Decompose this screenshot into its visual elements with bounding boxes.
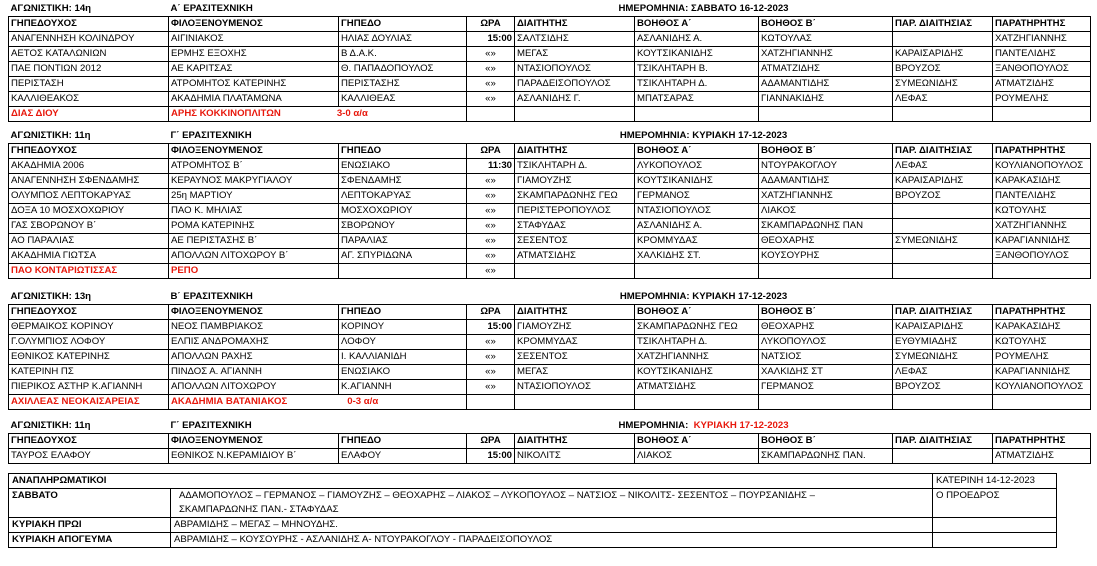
cell: «» [467,174,515,189]
league-label: Γ΄ ΕΡΑΣΙΤΕΧΝΙΚΗ [170,129,252,141]
cell [893,219,993,234]
col-home: ΓΗΠΕΔΟΥΧΟΣ [9,17,169,32]
cell: Β Δ.Α.Κ. [339,47,467,62]
date-label: ΗΜΕΡΟΜΗΝΙΑ: ΣΑΒΒΑΤΟ 16-12-2023 [618,2,789,14]
cell: ΓΙΑΝΝΑΚΙΔΗΣ [759,92,893,107]
cell: ΑΚΑΔΗΜΙΑ ΠΛΑΤΑΜΩΝΑ [169,92,339,107]
cell: ΠΕΡΙΣΤΕΡΟΠΟΥΛΟΣ [515,204,635,219]
note-home: ΑΧΙΛΛΕΑΣ ΝΕΟΚΑΙΣΑΡΕΙΑΣ [9,395,169,410]
cell: ΚΟΥΛΙΑΝΟΠΟΥΛΟΣ [993,380,1091,395]
cell: ΚΑΡΑΚΑΣΙΔΗΣ [993,174,1091,189]
col-referee: ΔΙΑΙΤΗΤΗΣ [515,17,635,32]
col-time: ΩΡΑ [467,17,515,32]
col-stadium: ΓΗΠΕΔΟ [339,434,467,449]
cell: ΧΑΛΚΙΔΗΣ ΣΤ [759,365,893,380]
cell: ΣΚΑΜΠΑΡΔΩΝΗΣ ΠΑΝ. [759,449,893,464]
col-assistant-a: ΒΟΗΘΟΣ Α΄ [635,144,759,159]
cell: ΧΑΤΖΗΓΙΑΝΝΗΣ [759,189,893,204]
cell: ΝΙΚΟΛΙΤΣ [515,449,635,464]
schedule-table [8,418,1091,464]
cell: «» [467,234,515,249]
cell: ΚΟΡΙΝΟΥ [339,320,467,335]
cell: ΜΠΑΤΣΑΡΑΣ [635,92,759,107]
table-row [9,174,1091,189]
cell: ΣΚΑΜΠΑΡΔΩΝΗΣ ΓΕΩ [635,320,759,335]
cell: ΓΕΡΜΑΝΟΣ [635,189,759,204]
cell: ΠΑΟ Κ. ΜΗΛΙΑΣ [169,204,339,219]
cell: 11:30 [467,159,515,174]
cell: ΛΥΚΟΠΟΥΛΟΣ [635,159,759,174]
cell: ΚΑΤΕΡΙΝΗ ΠΣ [9,365,169,380]
cell: ΡΟΥΜΕΛΗΣ [993,92,1091,107]
cell: ΑΣΛΑΝΙΔΗΣ Α. [635,219,759,234]
sub-line: ΑΔΑΜΟΠΟΥΛΟΣ – ΓΕΡΜΑΝΟΣ – ΓΙΑΜΟΥΖΗΣ – ΘΕΟΧΑΡΗΣ – ΛΙΑΚΟΣ – ΛΥΚΟΠΟΥΛΟΣ – ΝΑΤΣΙΟΣ – ΝΙΚΟΛΙΤΣ- ΣΕΣΕΝΤΟΣ – ΠΟΥΡΣΑΝΙΔΗΣ – [179,490,815,501]
cell: ΣΑΛΤΣΙΔΗΣ [515,32,635,47]
note-away: ΡΕΠΟ [169,264,339,279]
section-g-erasitexniki [8,128,1091,279]
cell: ΗΛΙΑΣ ΔΟΥΛΙΑΣ [339,32,467,47]
cell: ΑΔΑΜΑΝΤΙΔΗΣ [759,174,893,189]
cell: ΕΡΜΗΣ ΕΞΟΧΗΣ [169,47,339,62]
sub-line: ΣΚΑΜΠΑΡΔΩΝΗΣ ΠΑΝ.- ΣΤΑΦΥΔΑΣ [179,504,339,515]
section-title-row [9,1,1091,17]
cell: «» [467,365,515,380]
cell: ΕΛΠΙΣ ΑΝΔΡΟΜΑΧΗΣ [169,335,339,350]
cell: ΣΥΜΕΩΝΙΔΗΣ [893,77,993,92]
col-away: ΦΙΛΟΞΕΝΟΥΜΕΝΟΣ [169,17,339,32]
cell: 25η ΜΑΡΤΙΟΥ [169,189,339,204]
col-assistant-b: ΒΟΗΘΟΣ Β΄ [759,17,893,32]
cell [893,204,993,219]
sub-label-saturday: ΣΑΒΒΑΤΟ [9,489,171,518]
col-observer: ΠΑΡΑΤΗΡΗΤΗΣ [993,17,1091,32]
col-assistant-b: ΒΟΗΘΟΣ Β΄ [759,434,893,449]
cell: «» [467,350,515,365]
cell: ΤΑΥΡΟΣ ΕΛΑΦΟΥ [9,449,169,464]
cell: ΣΦΕΝΔΑΜΗΣ [339,174,467,189]
cell: «» [467,204,515,219]
cell: ΣΚΑΜΠΑΡΔΩΝΗΣ ΠΑΝ [759,219,893,234]
cell: ΑΠΟΛΛΩΝ ΛΙΤΟΧΩΡΟΥ Β΄ [169,249,339,264]
sub-label-sunday-afternoon: ΚΥΡΙΑΚΗ ΑΠΟΓΕΥΜΑ [9,533,171,548]
cell: ΒΡΟΥΖΟΣ [893,380,993,395]
table-row [9,204,1091,219]
cell: ΓΕΡΜΑΝΟΣ [759,380,893,395]
cell: ΞΑΝΘΟΠΟΥΛΟΣ [993,249,1091,264]
cell: «» [467,47,515,62]
cell: «» [467,380,515,395]
header-row [9,144,1091,159]
col-observer-ref: ΠΑΡ. ΔΙΑΙΤΗΣΙΑΣ [893,305,993,320]
col-referee: ΔΙΑΙΤΗΤΗΣ [515,144,635,159]
note-home: ΔΙΑΣ ΔΙΟΥ [9,107,169,122]
date-prefix: ΗΜΕΡΟΜΗΝΙΑ: [618,419,689,431]
cell: ΠΙΕΡΙΚΟΣ ΑΣΤΗΡ Κ.ΑΓΙΑΝΝΗ [9,380,169,395]
league-label: Γ΄ ΕΡΑΣΙΤΕΧΝΙΚΗ [170,419,252,431]
cell: ΚΑΛΛΙΘΕΑΣ [339,92,467,107]
section-b-erasitexniki [8,289,1091,410]
table-row [9,92,1091,107]
cell: ΚΟΥΤΣΙΚΑΝΙΔΗΣ [635,365,759,380]
cell: ΑΚΑΔΗΜΙΑ ΓΙΩΤΣΑ [9,249,169,264]
cell: ΞΑΝΘΟΠΟΥΛΟΣ [993,62,1091,77]
note-away-result [169,107,467,122]
col-observer: ΠΑΡΑΤΗΡΗΤΗΣ [993,144,1091,159]
cell: ΚΑΡΑΙΣΑΡΙΔΗΣ [893,47,993,62]
col-observer: ΠΑΡΑΤΗΡΗΤΗΣ [993,305,1091,320]
round-label: ΑΓΩΝΙΣΤΙΚΗ: 13η [10,290,92,302]
section-g-erasitexniki-2 [8,418,1091,464]
cell: ΑΕ ΠΕΡΙΣΤΑΣΗΣ Β΄ [169,234,339,249]
cell: Γ.ΟΛΥΜΠΙΟΣ ΛΟΦΟΥ [9,335,169,350]
table-row [9,380,1091,395]
cell: ΝΤΑΣΙΟΠΟΥΛΟΣ [515,380,635,395]
cell: ΓΙΑΜΟΥΖΗΣ [515,320,635,335]
cell: ΡΟΜΑ ΚΑΤΕΡΙΝΗΣ [169,219,339,234]
cell: ΑΤΡΟΜΗΤΟΣ Β΄ [169,159,339,174]
col-assistant-b: ΒΟΗΘΟΣ Β΄ [759,144,893,159]
note-away-result [169,395,467,410]
cell: ΝΤΑΣΙΟΠΟΥΛΟΣ [515,62,635,77]
col-referee: ΔΙΑΙΤΗΤΗΣ [515,434,635,449]
cell: ΣΥΜΕΩΝΙΔΗΣ [893,350,993,365]
note-result: 0-3 α/α [347,396,379,407]
date-label [515,418,893,434]
cell: ΠΑΝΤΕΛΙΔΗΣ [993,47,1091,62]
table-row [9,189,1091,204]
cell: ΑΕ ΚΑΡΙΤΣΑΣ [169,62,339,77]
cell [893,249,993,264]
date-value: ΚΥΡΙΑΚΗ 17-12-2023 [693,419,789,431]
cell: ΧΑΤΖΗΓΙΑΝΝΗΣ [993,32,1091,47]
schedule-table [8,128,1091,279]
league-label: Β΄ ΕΡΑΣΙΤΕΧΝΙΚΗ [170,290,253,302]
note-row [9,395,1091,410]
place-date: ΚΑΤΕΡΙΝΗ 14-12-2023 [933,474,1057,489]
table-row [9,234,1091,249]
date-label: ΗΜΕΡΟΜΗΝΙΑ: ΚΥΡΙΑΚΗ 17-12-2023 [619,290,788,302]
cell: ΓΙΑΜΟΥΖΗΣ [515,174,635,189]
col-stadium: ΓΗΠΕΔΟ [339,144,467,159]
cell: ΤΣΙΚΛΗΤΑΡΗ Β. [635,62,759,77]
cell: Κ.ΑΓΙΑΝΝΗ [339,380,467,395]
cell: ΕΘΝΙΚΟΣ ΚΑΤΕΡΙΝΗΣ [9,350,169,365]
cell: ΧΑΤΖΗΓΙΑΝΝΗΣ [993,219,1091,234]
cell: Ι. ΚΑΛΛΙΑΝΙΔΗ [339,350,467,365]
table-row [9,350,1091,365]
cell: ΣΕΣΕΝΤΟΣ [515,350,635,365]
cell: ΤΣΙΚΛΗΤΑΡΗ Δ. [635,335,759,350]
cell: ΧΑΤΖΗΓΙΑΝΝΗΣ [759,47,893,62]
col-assistant-a: ΒΟΗΘΟΣ Α΄ [635,434,759,449]
note-row [9,107,1091,122]
cell: «» [467,189,515,204]
col-home: ΓΗΠΕΔΟΥΧΟΣ [9,434,169,449]
table-row [9,219,1091,234]
cell: ΝΕΟΣ ΠΑΜΒΡΙΑΚΟΣ [169,320,339,335]
note-result: 3-0 α/α [336,108,368,119]
cell: ΚΡΟΜΜΥΔΑΣ [635,234,759,249]
cell: ΕΥΘΥΜΙΑΔΗΣ [893,335,993,350]
cell: 15:00 [467,449,515,464]
cell: ΝΤΟΥΡΑΚΟΓΛΟΥ [759,159,893,174]
cell: ΑΠΟΛΛΩΝ ΡΑΧΗΣ [169,350,339,365]
section-title-row [9,418,1091,434]
table-row [9,77,1091,92]
cell: ΓΑΣ ΣΒΟΡΩΝΟΥ Β΄ [9,219,169,234]
col-stadium: ΓΗΠΕΔΟ [339,305,467,320]
cell: ΑΔΑΜΑΝΤΙΔΗΣ [759,77,893,92]
cell: ΠΕΡΙΣΤΑΣΗ [9,77,169,92]
league-label: Α΄ ΕΡΑΣΙΤΕΧΝΙΚΗ [170,2,253,14]
col-time: ΩΡΑ [467,144,515,159]
cell: ΜΟΣΧΟΧΩΡΙΟΥ [339,204,467,219]
col-observer-ref: ΠΑΡ. ΔΙΑΙΤΗΣΙΑΣ [893,434,993,449]
cell: ΛΙΑΚΟΣ [635,449,759,464]
cell: ΠΑΡΑΛΙΑΣ [339,234,467,249]
cell: ΣΥΜΕΩΝΙΔΗΣ [893,234,993,249]
note-home: ΠΑΟ ΚΟΝΤΑΡΙΩΤΙΣΣΑΣ [9,264,169,279]
cell: ΛΕΠΤΟΚΑΡΥΑΣ [339,189,467,204]
col-time: ΩΡΑ [467,305,515,320]
cell: ΤΣΙΚΛΗΤΑΡΗ Δ. [515,159,635,174]
substitutes-table [8,473,1057,548]
cell: 15:00 [467,320,515,335]
cell: ΑΤΜΑΤΖΙΔΗΣ [993,77,1091,92]
note-row [9,264,1091,279]
cell: ΠΑΕ ΠΟΝΤΙΩΝ 2012 [9,62,169,77]
cell: ΚΟΥΛΙΑΝΟΠΟΥΛΟΣ [993,159,1091,174]
cell: ΘΕΟΧΑΡΗΣ [759,320,893,335]
cell: ΛΥΚΟΠΟΥΛΟΣ [759,335,893,350]
cell: ΑΓ. ΣΠΥΡΙΔΩΝΑ [339,249,467,264]
table-row [9,365,1091,380]
cell: ΑΤΜΑΤΖΙΔΗΣ [759,62,893,77]
cell: ΑΝΑΓΕΝΝΗΣΗ ΣΦΕΝΔΑΜΗΣ [9,174,169,189]
cell: ΑΕΤΟΣ ΚΑΤΑΛΩΝΙΩΝ [9,47,169,62]
cell: «» [467,335,515,350]
cell: ΚΑΡΑΙΣΑΡΙΔΗΣ [893,174,993,189]
cell: ΤΣΙΚΛΗΤΑΡΗ Δ. [635,77,759,92]
cell: ΚΩΤΟΥΛΗΣ [993,204,1091,219]
cell: ΚΑΡΑΓΙΑΝΝΙΔΗΣ [993,234,1091,249]
col-assistant-a: ΒΟΗΘΟΣ Α΄ [635,305,759,320]
header-row [9,305,1091,320]
cell: ΟΛΥΜΠΟΣ ΛΕΠΤΟΚΑΡΥΑΣ [9,189,169,204]
cell: ΛΕΦΑΣ [893,159,993,174]
cell: «» [467,62,515,77]
table-row [9,320,1091,335]
cell: ΜΕΓΑΣ [515,365,635,380]
table-row [9,335,1091,350]
cell: ΚΟΥΣΟΥΡΗΣ [759,249,893,264]
sub-names-saturday [171,489,933,518]
section-title-row [9,128,1091,144]
cell: ΚΑΡΑΙΣΑΡΙΔΗΣ [893,320,993,335]
cell: ΕΘΝΙΚΟΣ Ν.ΚΕΡΑΜΙΔΙΟΥ Β΄ [169,449,339,464]
cell: ΣΕΣΕΝΤΟΣ [515,234,635,249]
col-referee: ΔΙΑΙΤΗΤΗΣ [515,305,635,320]
cell: ΑΤΡΟΜΗΤΟΣ ΚΑΤΕΡΙΝΗΣ [169,77,339,92]
cell: ΠΙΝΔΟΣ Α. ΑΓΙΑΝΝΗ [169,365,339,380]
cell: «» [467,249,515,264]
col-assistant-b: ΒΟΗΘΟΣ Β΄ [759,305,893,320]
cell: ΚΑΡΑΓΙΑΝΝΙΔΗΣ [993,365,1091,380]
substitutes-section [8,473,1057,548]
table-row [9,159,1091,174]
cell: ΠΑΝΤΕΛΙΔΗΣ [993,189,1091,204]
cell: ΣΒΟΡΩΝΟΥ [339,219,467,234]
cell: ΛΕΦΑΣ [893,365,993,380]
cell: ΕΛΑΦΟΥ [339,449,467,464]
cell: ΣΚΑΜΠΑΡΔΩΝΗΣ ΓΕΩ [515,189,635,204]
cell: ΑΟ ΠΑΡΑΛΙΑΣ [9,234,169,249]
col-observer-ref: ΠΑΡ. ΔΙΑΙΤΗΣΙΑΣ [893,144,993,159]
section-a-erasitexniki [8,1,1091,122]
cell: «» [467,219,515,234]
round-label: ΑΓΩΝΙΣΤΙΚΗ: 11η [10,129,91,141]
table-row [9,62,1091,77]
cell: ΒΡΟΥΖΟΣ [893,62,993,77]
date-label: ΗΜΕΡΟΜΗΝΙΑ: ΚΥΡΙΑΚΗ 17-12-2023 [619,129,788,141]
cell: ΒΡΟΥΖΟΣ [893,189,993,204]
round-label: ΑΓΩΝΙΣΤΙΚΗ: 14η [10,2,92,14]
cell: ΑΚΑΔΗΜΙΑ 2006 [9,159,169,174]
header-row [9,434,1091,449]
cell: ΔΟΞΑ 10 ΜΟΣΧΟΧΩΡΙΟΥ [9,204,169,219]
cell: ΚΑΛΛΙΘΕΑΚΟΣ [9,92,169,107]
note-time: «» [467,264,515,279]
cell: ΘΕΡΜΑΙΚΟΣ ΚΟΡΙΝΟΥ [9,320,169,335]
col-observer-ref: ΠΑΡ. ΔΙΑΙΤΗΣΙΑΣ [893,17,993,32]
cell [893,32,993,47]
table-row [9,32,1091,47]
cell: ΝΑΤΣΙΟΣ [759,350,893,365]
col-time: ΩΡΑ [467,434,515,449]
cell: ΕΝΩΣΙΑΚΟ [339,159,467,174]
cell: ΚΩΤΟΥΛΗΣ [993,335,1091,350]
sub-names-sunday-morning: ΑΒΡΑΜΙΔΗΣ – ΜΕΓΑΣ – ΜΗΝΟΥΔΗΣ. [171,518,933,533]
cell: ΑΤΜΑΤΣΙΔΗΣ [635,380,759,395]
cell: ΑΝΑΓΕΝΝΗΣΗ ΚΟΛΙΝΔΡΟΥ [9,32,169,47]
cell: ΚΕΡΑΥΝΟΣ ΜΑΚΡΥΓΙΑΛΟΥ [169,174,339,189]
col-observer: ΠΑΡΑΤΗΡΗΤΗΣ [993,434,1091,449]
cell: ΑΤΜΑΤΖΙΔΗΣ [993,449,1091,464]
col-away: ΦΙΛΟΞΕΝΟΥΜΕΝΟΣ [169,434,339,449]
schedule-table [8,289,1091,410]
cell: ΠΕΡΙΣΤΑΣΗΣ [339,77,467,92]
sub-names-sunday-afternoon: ΑΒΡΑΜΙΔΗΣ – ΚΟΥΣΟΥΡΗΣ - ΑΣΛΑΝΙΔΗΣ Α- ΝΤΟΥΡΑΚΟΓΛΟΥ - ΠΑΡΑΔΕΙΣΟΠΟΥΛΟΣ [171,533,933,548]
cell: 15:00 [467,32,515,47]
cell: ΚΩΤΟΥΛΑΣ [759,32,893,47]
cell: ΑΣΛΑΝΙΔΗΣ Γ. [515,92,635,107]
header-row [9,17,1091,32]
col-assistant-a: ΒΟΗΘΟΣ Α΄ [635,17,759,32]
cell: ΘΕΟΧΑΡΗΣ [759,234,893,249]
cell: ΑΣΛΑΝΙΔΗΣ Α. [635,32,759,47]
table-row [9,47,1091,62]
cell: ΣΤΑΦΥΔΑΣ [515,219,635,234]
cell: ΚΟΥΤΣΙΚΑΝΙΔΗΣ [635,174,759,189]
cell: ΜΕΓΑΣ [515,47,635,62]
col-stadium: ΓΗΠΕΔΟ [339,17,467,32]
cell: ΑΙΓΙΝΙΑΚΟΣ [169,32,339,47]
cell: ΧΑΤΖΗΓΙΑΝΝΗΣ [635,350,759,365]
note-away: ΑΚΑΔΗΜΙΑ ΒΑΤΑΝΙΑΚΟΣ [171,396,288,407]
sub-label-sunday-morning: ΚΥΡΙΑΚΗ ΠΡΩΙ [9,518,171,533]
cell: ΛΟΦΟΥ [339,335,467,350]
cell [893,449,993,464]
cell: ΑΠΟΛΛΩΝ ΛΙΤΟΧΩΡΟΥ [169,380,339,395]
cell: «» [467,77,515,92]
col-home: ΓΗΠΕΔΟΥΧΟΣ [9,305,169,320]
section-title-row [9,289,1091,305]
cell: ΚΟΥΤΣΙΚΑΝΙΔΗΣ [635,47,759,62]
col-home: ΓΗΠΕΔΟΥΧΟΣ [9,144,169,159]
cell: Θ. ΠΑΠΑΔΟΠΟΥΛΟΣ [339,62,467,77]
table-row [9,249,1091,264]
cell: ΚΡΟΜΜΥΔΑΣ [515,335,635,350]
table-row [9,449,1091,464]
cell: ΧΑΛΚΙΔΗΣ ΣΤ. [635,249,759,264]
cell: ΝΤΑΣΙΟΠΟΥΛΟΣ [635,204,759,219]
cell: «» [467,92,515,107]
cell: ΚΑΡΑΚΑΣΙΔΗΣ [993,320,1091,335]
note-away: ΑΡΗΣ ΚΟΚΚΙΝΟΠΛΙΤΩΝ [171,108,281,119]
cell: ΛΕΦΑΣ [893,92,993,107]
cell: ΕΝΩΣΙΑΚΟ [339,365,467,380]
substitutes-title: ΑΝΑΠΛΗΡΩΜΑΤΙΚΟΙ [9,474,171,489]
round-label: ΑΓΩΝΙΣΤΙΚΗ: 11η [10,419,91,431]
schedule-table [8,1,1091,122]
col-away: ΦΙΛΟΞΕΝΟΥΜΕΝΟΣ [169,305,339,320]
cell: ΛΙΑΚΟΣ [759,204,893,219]
cell: ΠΑΡΑΔΕΙΣΟΠΟΥΛΟΣ [515,77,635,92]
col-away: ΦΙΛΟΞΕΝΟΥΜΕΝΟΣ [169,144,339,159]
president-signature: Ο ΠΡΟΕΔΡΟΣ [933,489,1057,518]
cell: ΡΟΥΜΕΛΗΣ [993,350,1091,365]
cell: ΑΤΜΑΤΣΙΔΗΣ [515,249,635,264]
